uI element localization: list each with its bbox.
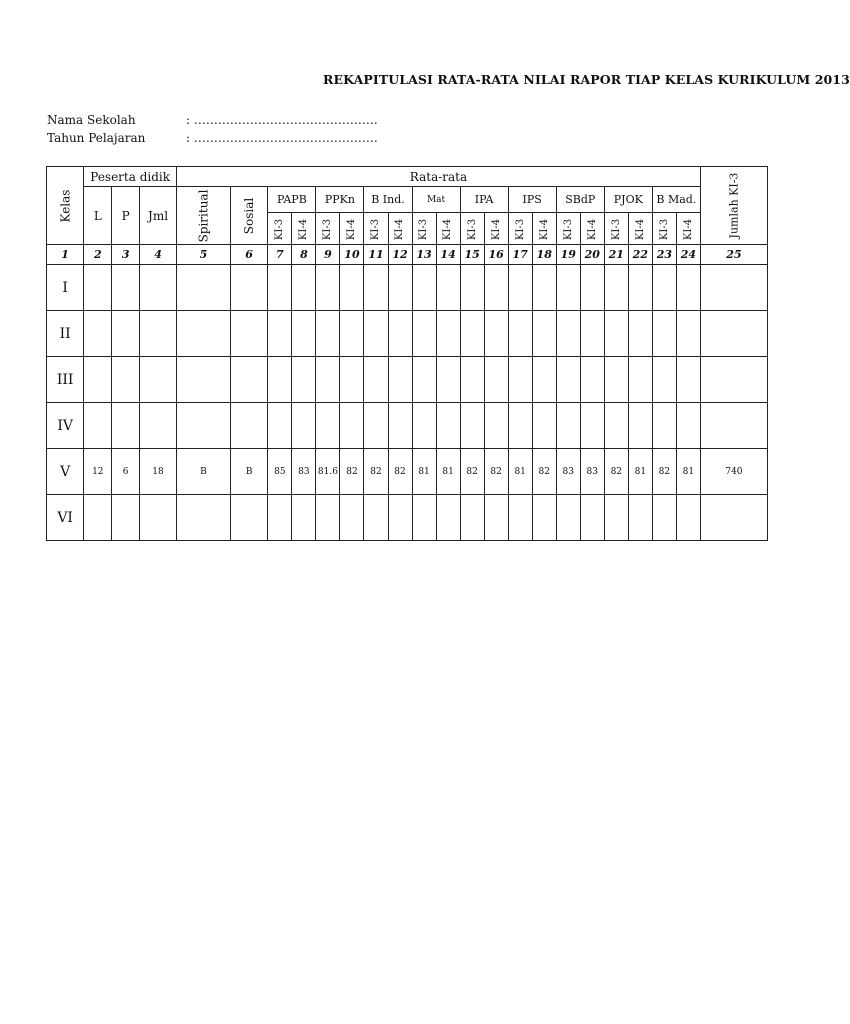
school-name-value: : ……………………………………….	[186, 113, 378, 127]
peserta-header: Peserta didik	[84, 167, 177, 187]
table-cell	[628, 403, 652, 449]
table-cell	[700, 403, 767, 449]
table-cell	[652, 495, 676, 541]
ki-subheader: KI-3	[508, 213, 532, 245]
table-cell	[604, 495, 628, 541]
table-cell	[532, 495, 556, 541]
column-number: 8	[292, 245, 316, 265]
table-cell	[436, 495, 460, 541]
table-cell: 82	[364, 449, 388, 495]
table-cell: 81	[628, 449, 652, 495]
table-cell: B	[230, 449, 267, 495]
table-cell	[700, 357, 767, 403]
table-cell	[700, 265, 767, 311]
column-number: 13	[412, 245, 436, 265]
table-cell: 81	[412, 449, 436, 495]
table-cell	[556, 403, 580, 449]
column-number: 12	[388, 245, 412, 265]
row-kelas: IV	[47, 403, 84, 449]
table-cell	[177, 265, 231, 311]
table-cell: 83	[292, 449, 316, 495]
table-cell	[580, 403, 604, 449]
table-cell: B	[177, 449, 231, 495]
table-cell	[112, 311, 140, 357]
table-cell	[364, 265, 388, 311]
table-cell	[268, 357, 292, 403]
subject-ips: IPS	[508, 187, 556, 213]
table-cell	[177, 357, 231, 403]
table-cell	[177, 311, 231, 357]
table-cell: 81.6	[316, 449, 340, 495]
row-kelas: VI	[47, 495, 84, 541]
table-cell	[140, 495, 177, 541]
table-row	[47, 357, 768, 403]
row-kelas: III	[47, 357, 84, 403]
table-cell	[556, 265, 580, 311]
column-number: 21	[604, 245, 628, 265]
ki-subheader: KI-3	[412, 213, 436, 245]
table-cell	[676, 403, 700, 449]
column-number: 2	[84, 245, 112, 265]
jml-header: Jml	[140, 187, 177, 245]
column-number: 10	[340, 245, 364, 265]
table-cell	[508, 495, 532, 541]
subject-mat: Mat	[412, 187, 460, 213]
table-cell	[460, 265, 484, 311]
table-cell	[412, 403, 436, 449]
subject-ipa: IPA	[460, 187, 508, 213]
table-cell	[628, 495, 652, 541]
column-number: 6	[230, 245, 267, 265]
table-cell	[340, 311, 364, 357]
table-cell	[532, 357, 556, 403]
column-number: 23	[652, 245, 676, 265]
table-row	[47, 311, 768, 357]
table-cell	[436, 403, 460, 449]
table-cell	[460, 311, 484, 357]
table-cell: 740	[700, 449, 767, 495]
ki-subheader: KI-3	[316, 213, 340, 245]
recap-table	[46, 166, 768, 541]
table-cell	[676, 357, 700, 403]
ki-subheader: KI-4	[388, 213, 412, 245]
table-cell	[412, 265, 436, 311]
table-cell	[460, 495, 484, 541]
jumlah-header: Jumlah KI-3	[700, 167, 767, 245]
table-cell	[140, 265, 177, 311]
table-cell	[268, 403, 292, 449]
column-number: 4	[140, 245, 177, 265]
table-cell	[364, 495, 388, 541]
column-number: 11	[364, 245, 388, 265]
table-cell	[412, 311, 436, 357]
table-cell	[580, 495, 604, 541]
ki-subheader: KI-3	[556, 213, 580, 245]
kelas-header: Kelas	[47, 167, 84, 245]
table-cell	[316, 403, 340, 449]
table-cell	[316, 357, 340, 403]
table-cell	[112, 403, 140, 449]
column-number: 14	[436, 245, 460, 265]
table-cell: 82	[604, 449, 628, 495]
table-cell	[112, 265, 140, 311]
table-cell	[177, 403, 231, 449]
table-cell	[484, 495, 508, 541]
table-cell	[112, 357, 140, 403]
table-cell	[316, 265, 340, 311]
table-cell	[508, 265, 532, 311]
table-cell	[460, 357, 484, 403]
column-number: 22	[628, 245, 652, 265]
subject-sbdp: SBdP	[556, 187, 604, 213]
table-cell	[556, 495, 580, 541]
table-cell	[340, 265, 364, 311]
rata-header: Rata-rata	[177, 167, 701, 187]
table-cell	[140, 403, 177, 449]
table-cell: 82	[532, 449, 556, 495]
table-cell	[604, 403, 628, 449]
table-cell	[484, 311, 508, 357]
table-cell	[84, 357, 112, 403]
table-cell	[292, 311, 316, 357]
table-cell	[268, 265, 292, 311]
table-cell	[268, 495, 292, 541]
table-cell: 83	[556, 449, 580, 495]
column-number: 9	[316, 245, 340, 265]
table-cell	[84, 311, 112, 357]
row-kelas: I	[47, 265, 84, 311]
subject-bind: B Ind.	[364, 187, 412, 213]
table-cell	[484, 357, 508, 403]
ki-subheader: KI-3	[652, 213, 676, 245]
table-cell	[340, 357, 364, 403]
ki-subheader: KI-4	[532, 213, 556, 245]
column-number: 16	[484, 245, 508, 265]
table-cell: 82	[340, 449, 364, 495]
table-cell	[484, 265, 508, 311]
school-year-label: Tahun Pelajaran	[47, 131, 146, 145]
table-cell	[230, 495, 267, 541]
table-cell	[700, 495, 767, 541]
table-cell: 85	[268, 449, 292, 495]
table-cell	[628, 357, 652, 403]
column-number: 3	[112, 245, 140, 265]
row-kelas: V	[47, 449, 84, 495]
ki-subheader: KI-4	[580, 213, 604, 245]
subject-bmad: B Mad.	[652, 187, 700, 213]
table-cell	[676, 311, 700, 357]
school-year-value: : ……………………………………….	[186, 131, 378, 145]
table-cell	[316, 495, 340, 541]
table-cell	[84, 403, 112, 449]
column-number: 19	[556, 245, 580, 265]
table-cell	[532, 265, 556, 311]
table-cell	[388, 495, 412, 541]
column-number: 20	[580, 245, 604, 265]
table-cell	[388, 265, 412, 311]
table-cell	[604, 265, 628, 311]
ki-subheader: KI-4	[676, 213, 700, 245]
table-cell	[580, 357, 604, 403]
table-cell	[652, 265, 676, 311]
column-number: 18	[532, 245, 556, 265]
table-cell	[412, 495, 436, 541]
sosial-header: Sosial	[230, 187, 267, 245]
table-cell	[652, 403, 676, 449]
table-cell: 6	[112, 449, 140, 495]
table-cell	[508, 403, 532, 449]
table-cell	[230, 265, 267, 311]
table-cell: 82	[652, 449, 676, 495]
ki-subheader: KI-3	[604, 213, 628, 245]
table-cell	[140, 311, 177, 357]
page-title: REKAPITULASI RATA-RATA NILAI RAPOR TIAP KELAS KURIKULUM 2013	[323, 72, 850, 87]
table-cell	[676, 265, 700, 311]
table-cell: 81	[676, 449, 700, 495]
table-cell	[628, 265, 652, 311]
ki-subheader: KI-4	[436, 213, 460, 245]
ki-subheader: KI-3	[460, 213, 484, 245]
subject-ppkn: PPKn	[316, 187, 364, 213]
column-number: 5	[177, 245, 231, 265]
table-cell: 81	[508, 449, 532, 495]
table-cell: 81	[436, 449, 460, 495]
table-cell	[84, 495, 112, 541]
table-cell	[388, 357, 412, 403]
l-header: L	[84, 187, 112, 245]
table-cell	[532, 311, 556, 357]
table-cell	[388, 403, 412, 449]
column-number: 24	[676, 245, 700, 265]
column-number: 15	[460, 245, 484, 265]
table-cell	[484, 403, 508, 449]
table-cell	[412, 357, 436, 403]
table-cell	[230, 357, 267, 403]
table-cell	[292, 403, 316, 449]
ki-subheader: KI-4	[484, 213, 508, 245]
table-row	[47, 449, 768, 495]
ki-subheader: KI-4	[628, 213, 652, 245]
table-cell	[580, 265, 604, 311]
p-header: P	[112, 187, 140, 245]
table-row	[47, 403, 768, 449]
table-cell	[364, 403, 388, 449]
column-number: 1	[47, 245, 84, 265]
row-kelas: II	[47, 311, 84, 357]
table-row	[47, 495, 768, 541]
column-number: 7	[268, 245, 292, 265]
table-cell	[436, 357, 460, 403]
table-cell: 12	[84, 449, 112, 495]
subject-pjok: PJOK	[604, 187, 652, 213]
table-cell	[84, 265, 112, 311]
table-cell: 82	[388, 449, 412, 495]
table-cell	[292, 357, 316, 403]
table-cell: 18	[140, 449, 177, 495]
table-cell	[532, 403, 556, 449]
table-cell	[340, 495, 364, 541]
table-cell	[268, 311, 292, 357]
table-cell	[460, 403, 484, 449]
table-cell	[628, 311, 652, 357]
table-cell	[604, 357, 628, 403]
table-row	[47, 265, 768, 311]
ki-subheader: KI-4	[340, 213, 364, 245]
table-cell	[140, 357, 177, 403]
table-cell: 82	[484, 449, 508, 495]
table-cell	[508, 311, 532, 357]
table-cell	[436, 311, 460, 357]
table-cell: 83	[580, 449, 604, 495]
table-cell	[316, 311, 340, 357]
column-number: 25	[700, 245, 767, 265]
ki-subheader: KI-4	[292, 213, 316, 245]
table-cell	[652, 311, 676, 357]
column-number: 17	[508, 245, 532, 265]
table-cell	[436, 265, 460, 311]
table-cell	[604, 311, 628, 357]
table-cell	[340, 403, 364, 449]
table-cell	[676, 495, 700, 541]
table-cell	[652, 357, 676, 403]
table-cell	[177, 495, 231, 541]
table-cell	[230, 403, 267, 449]
table-cell	[364, 357, 388, 403]
table-cell	[508, 357, 532, 403]
spiritual-header: Spiritual	[177, 187, 231, 245]
table-cell	[230, 311, 267, 357]
table-cell	[112, 495, 140, 541]
table-cell	[700, 311, 767, 357]
table-cell	[388, 311, 412, 357]
school-name-label: Nama Sekolah	[47, 113, 136, 127]
table-cell	[292, 265, 316, 311]
table-cell	[580, 311, 604, 357]
table-cell: 82	[460, 449, 484, 495]
table-cell	[364, 311, 388, 357]
table-cell	[556, 311, 580, 357]
ki-subheader: KI-3	[364, 213, 388, 245]
subject-papb: PAPB	[268, 187, 316, 213]
table-cell	[556, 357, 580, 403]
ki-subheader: KI-3	[268, 213, 292, 245]
table-cell	[292, 495, 316, 541]
